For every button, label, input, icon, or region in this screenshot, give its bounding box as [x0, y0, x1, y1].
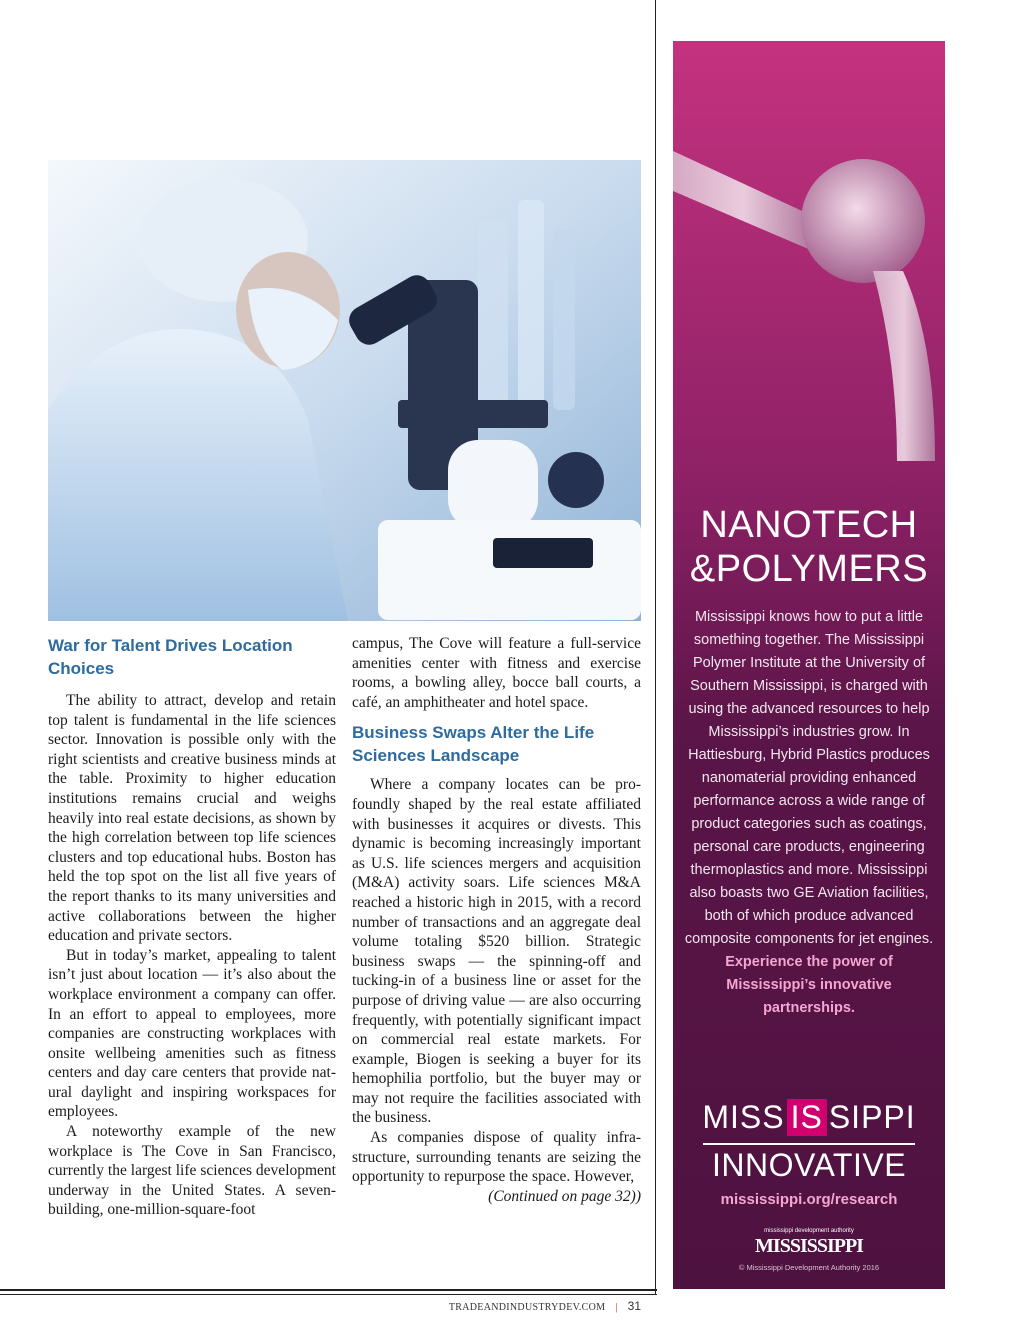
ad-title-line2: &POLYMERS	[689, 548, 929, 590]
footer-rule-thin	[0, 1294, 657, 1295]
logo-innovative: INNOVATIVE	[711, 1147, 907, 1183]
mda-label: mississippi development authority	[764, 1228, 854, 1234]
paragraph-last	[352, 1128, 641, 1205]
ad-body-text: Mississippi knows how to put a little something together. The Mississippi Polymer Institute at the University of Southern Mississippi, is charged with using the advanced resources to help Mississippi’s industries grow. In Hattiesburg, Hybrid Plastics produces nanomaterial providing enhanced performance across a wide range of product categories such as coatings, personal care products, engineering thermoplastics and more. Mississippi also boasts two GE Aviation facilities, both of which produce advanced composite components for jet engines.	[684, 609, 934, 947]
page-number: 31	[627, 1299, 641, 1313]
logo-is: IS	[787, 1099, 827, 1136]
ad-copyright: © Mississippi Development Authority 2016	[738, 1263, 880, 1272]
ad-highlight: Experience the power of Mississippi’s innovative partnerships.	[725, 954, 893, 1016]
mda-logo: MISSISSIPPI	[755, 1235, 863, 1257]
column-divider	[655, 0, 656, 1295]
paragraph: The ability to attract, develop and retain top talent is fundamental in the life sciences sector. Innovation is possible only with the right scientists and creative business minds at the table. Proximity to higher education institutions remains crucial and weighs heavily into real estate decisions, as shown by the high correlation between top life sciences clusters and top educational hubs. Boston has held the top spot on the list all five years of the report thanks to its many universities and active collaborations between the higher education and private sectors.	[48, 692, 336, 945]
ad-body	[683, 606, 935, 1020]
logo-divider	[703, 1143, 915, 1145]
page-footer	[0, 1299, 641, 1313]
article-column-1	[48, 634, 336, 1220]
footer-separator: |	[615, 1302, 618, 1313]
mississippi-innovative-logo	[673, 1099, 945, 1136]
ad-title-line1: NANOTECH	[700, 504, 918, 546]
ad-url-link[interactable]: mississippi.org/research	[720, 1191, 898, 1208]
paragraph-text: As companies dispose of quality infrastructure, surrounding tenants are seizing the opportunity to repurpose the space. However,	[352, 1129, 641, 1186]
paragraph: campus, The Cove will feature a full-service amenities center with fitness and exercise rooms, a bowling alley, bocce ball courts, a café, an amphitheater and hotel space.	[352, 635, 641, 711]
logo-miss: MISS	[702, 1099, 785, 1135]
logo-sippi: SIPPI	[828, 1099, 916, 1135]
continued-notice: (Continued on page 32))	[488, 1187, 641, 1205]
ad-title	[673, 503, 945, 591]
section-heading-talent: War for Talent Drives Location Choices	[48, 636, 293, 678]
paragraph: Where a company locates can be profoundly shaped by the real estate affiliated with businesses it acquires or divests. This dynamic is becoming increasingly important as U.S. life sciences mergers and acquisition (M&A) activity soars. Life sciences M&A reached a historic high in 2015, with a record number of transactions and an aggregate deal volume totaling $520 billion. Strategic business swaps — the spinning-off and tucking-in of a business line or asset for the purpose of driving value — are also occurring frequently, with potentially significant impact on commercial real estate markets. For example, Biogen is seeking a buyer for its hemophilia portfolio, but the buyer may or may not require the facilities associated with the business.	[352, 776, 641, 1127]
section-heading-business-swaps: Business Swaps Alter the Life Sciences Landscape	[352, 723, 595, 766]
footer-site: TRADEANDINDUSTRYDEV.COM	[448, 1302, 606, 1313]
paragraph: A noteworthy example of the new workplace is The Cove in San Francisco, currently the largest life sciences development underway in the United States. A seven-building, one-million-square-foot	[48, 1123, 336, 1219]
advertisement	[673, 41, 945, 1289]
footer-rule	[0, 1289, 657, 1291]
lab-photo	[48, 160, 641, 621]
paragraph: But in today’s market, appealing to talent isn’t just about location — it’s also about the workplace environment a company can offer. In an effort to appeal to employees, more companies are constructing workplaces with onsite wellbeing amenities such as fitness centers and day care centers that provide natural daylight and inspiring workspaces for employees.	[48, 946, 336, 1121]
article-column-2	[352, 634, 641, 1206]
